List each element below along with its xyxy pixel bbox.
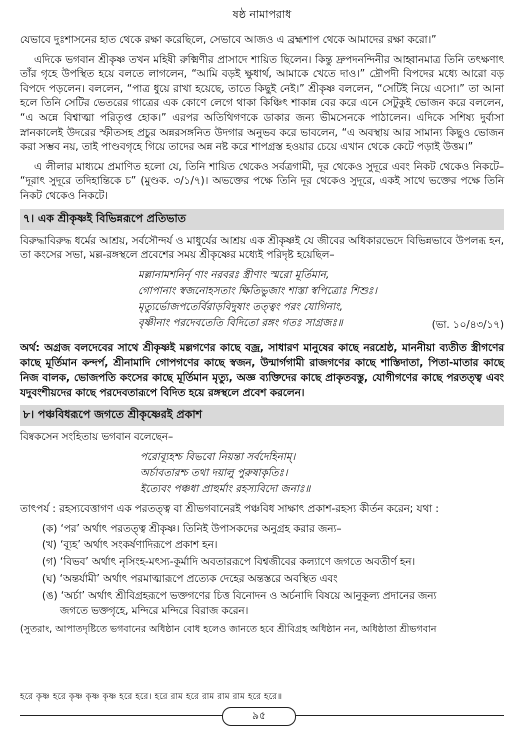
paragraph-3: এ লীলার মাধ্যমে প্রমাণিত হলো যে, তিনি শায়িত থেকেও সর্বত্রগামী, দূর থেকেও সুদূরে এবং নিকট থেকেও নিকটে– “দূরাৎ সুদূরে তদিহান্তিকে চ” (মুণ্ডক. ৩/১/৭)। অভক্তের পক্ষে তিনি দূর থেকেও সুদূরে, একই সাথে ভক্তের পক্ষে তিনি নিকট থেকেও নিকটে।	[20, 160, 504, 203]
verse-line: পরোব্যূহশ্চ বিভবো নিয়ন্তা সর্বদেহিনাম্।	[140, 451, 296, 464]
section-8-intro: বিষ্বকসেন সংহিতায় ভগবান বলেছেন–	[20, 431, 174, 444]
footer-mantra: হরে কৃষ্ণ হরে কৃষ্ণ কৃষ্ণ কৃষ্ণ হরে হরে। হরে রাম হরে রাম রাম রাম হরে হরে॥	[20, 692, 283, 702]
page	[20, 4, 504, 722]
manifestation-list	[42, 522, 504, 620]
verse-line: ইত্যেবং পঞ্চধা প্রাহুর্মাং রহস্যবিদো জনাঃ॥	[140, 482, 311, 495]
page-header: ষষ্ঠ নামাপরাধ	[232, 8, 292, 21]
paragraph-2: এদিকে ভগবান শ্রীকৃষ্ণ তখন মহিষী রুক্মিণীর প্রাসাদে শায়িত ছিলেন। কিন্তু দ্রুপদনন্দিনীর আহ্বানমাত্র তিনি তৎক্ষণাৎ তাঁর গৃহে উপস্থিত হয়ে বলতে লাগলেন, “আমি বড়ই ক্ষুধার্থ, আমাকে খেতে দাও।” দ্রৌপদী বিপদের মধ্যে আরো বড় বিপদে পড়লেন। বললেন, “পাত্র ধুয়ে রাখা হয়েছে, তাতে কিছুই নেই।” শ্রীকৃষ্ণ বললেন, “সেটিই নিয়ে এসো।” তা আনা হলে তিনি সেটির ভেতরের গাত্রের এক কোণে লেগে থাকা কিঞ্চিৎ শাকান্ন বের করে এনে সেটুকুই ভোজন করে বললেন, “এ অন্নে বিশ্বাত্মা পরিতৃপ্ত হোক।” এরপর অতিথিগণকে ডাকার জন্য ভীমসেনকে পাঠালেন। এদিকে সশিষ্য দুর্বাসা স্নানকালেই উদরের স্ফীতসহ প্রচুর অন্নরসঙ্গনিত উদগার অনুভব করে ভাবলেন, “এ অবস্থায় আর সামান্য কিছুও ভোজন করা সম্ভব নয়, তাই পাণ্ডবগৃহে গিয়ে তাদের অন্ন নষ্ট করে শাপগ্রস্ত হওয়ার চেয়ে এখান থেকে কেটে পড়াই উত্তম।”	[20, 53, 504, 154]
section-7-heading: ৭। এক শ্রীকৃষ্ণই বিভিন্নরূপে প্রতিভাত	[20, 209, 504, 230]
verse-line: বৃষ্ণীনাং পরদেবতেতি বিদিতো রঙ্গং গতঃ সাগ্রজঃ॥	[138, 316, 343, 329]
section-8-heading: ৮। পঞ্চবিধরূপে জগতে শ্রীকৃষ্ণেরই প্রকাশ	[20, 405, 504, 426]
verse-line: অর্চাবতারশ্চ তথা দয়ালু পুরুষাকৃতিঃ।	[140, 466, 288, 479]
list-item-continuation: জগতে ভক্তগৃহে, মন্দিরে মন্দিরে বিরাজ করেন।	[60, 605, 249, 618]
list-item: (খ) ‘ব্যূহ’ অর্থাৎ সংকর্ষণাদিরূপে প্রকাশ হন।	[42, 539, 218, 552]
section-8-verse	[140, 450, 504, 498]
list-item: (ঙ) ‘অর্চা’ অর্থাৎ শ্রীবিগ্রহরূপে ভক্তগণের চিত্ত বিনোদন ও অর্চনাদি বিষয়ে আনুকূল্য প্রদানের জন্য	[42, 590, 437, 603]
section-7-translation: অর্থ: অগ্রজ বলদেবের সাথে শ্রীকৃষ্ণই মল্লগণের কাছে বজ্র, সাধারণ মানুষের কাছে নরশ্রেষ্ঠ, মাননীয়া ব্যতীত স্ত্রীগণের কাছে মূর্তিমান কন্দর্প, শ্রীনামাদি গোপগণের কাছে স্বজন, উন্মার্গগামী রাজগণের কাছে শাস্তিদাতা, পিতা-মাতার কাছে নিজ বালক, ভোজপতি কংসের কাছে মূর্তিমান মৃত্যু, অজ্ঞ ব্যক্তিদের কাছে প্রাকৃতবস্তু, যোগীগণের কাছে পরতত্ত্ব এবং যদুবংশীয়দের কাছে পরদেবতারূপে বিদিত হয়ে রঙ্গস্থলে প্রবেশ করলেন।	[20, 341, 504, 399]
verse-line: মল্লানামশনির্নৃ ণাং নরবরঃ স্ত্রীণাং স্মরো মূর্তিমান,	[138, 268, 330, 281]
verse-line: গোপানাং স্বজনোহসতাং ক্ষিতিভুজাং শাস্তা স্বপিত্রোঃ শিশুঃ।	[138, 284, 378, 297]
verse-line: মৃত্যুর্ভোজপতের্বিরাড়বিদুষাং তত্ত্বং পরং যোগিনাং,	[138, 300, 343, 313]
section-7-intro: বিরুদ্ধাবিরুদ্ধ ধর্মের আশ্রয়, সর্বসৌন্দর্য ও মাধুর্যের আশ্রয় এক শ্রীকৃষ্ণই যে জীবের অধিকারভেদে বিভিন্নভাবে উপলব্ধ হন, তা কংসের সভা, মল্ল-রঙ্গস্থলে প্রবেশের সময় শ্রীকৃষ্ণের মধ্যেই পরিদৃষ্ট হয়েছিল–	[20, 234, 504, 262]
verse-reference: (ভা. ১০/৪৩/১৭)	[431, 318, 504, 331]
paragraph-1: যেভাবে দুঃশাসনের হাত থেকে রক্ষা করেছিলে, সেভাবে আজও এ ব্রহ্মশাপ থেকে আমাদের রক্ষা করো।”	[20, 34, 437, 46]
list-item: (গ) ‘বিভব’ অর্থাৎ নৃসিংহ-মৎস্য-কূর্মাদি অবতাররূপে বিশ্বজীবের কল্যাণে জগতে অবতীর্ণ হন।	[42, 556, 416, 569]
section-8-summary: তাৎপর্য : রহস্যবেত্তাগণ এক পরতত্ত্ব বা শ্রীভগবানেরই পঞ্চবিধ সাক্ষাৎ প্রকাশ-রহস্য কীর্তন করেন; যথা :	[20, 502, 439, 515]
list-item: (ঘ) ‘অন্তর্যামী’ অর্থাৎ পরমাত্মারূপে প্রত্যেক দেহের অন্তস্তরে অবস্থিত এবং	[42, 573, 338, 586]
closing-paragraph: (সুতরাং, আপাতদৃষ্টিতে ভগবানের অধিষ্ঠান বোধ হলেও জানতে হবে শ্রীবিগ্রহ অধিষ্ঠান নন, অধিষ্ঠাতা শ্রীভগবান	[20, 624, 437, 636]
page-number: ৯৫	[222, 707, 296, 726]
list-item: (ক) ‘পর’ অর্থাৎ পরতত্ত্ব শ্রীকৃষ্ণ। তিনিই উপাসকদের অনুগ্রহ করার জন্য–	[42, 522, 342, 535]
